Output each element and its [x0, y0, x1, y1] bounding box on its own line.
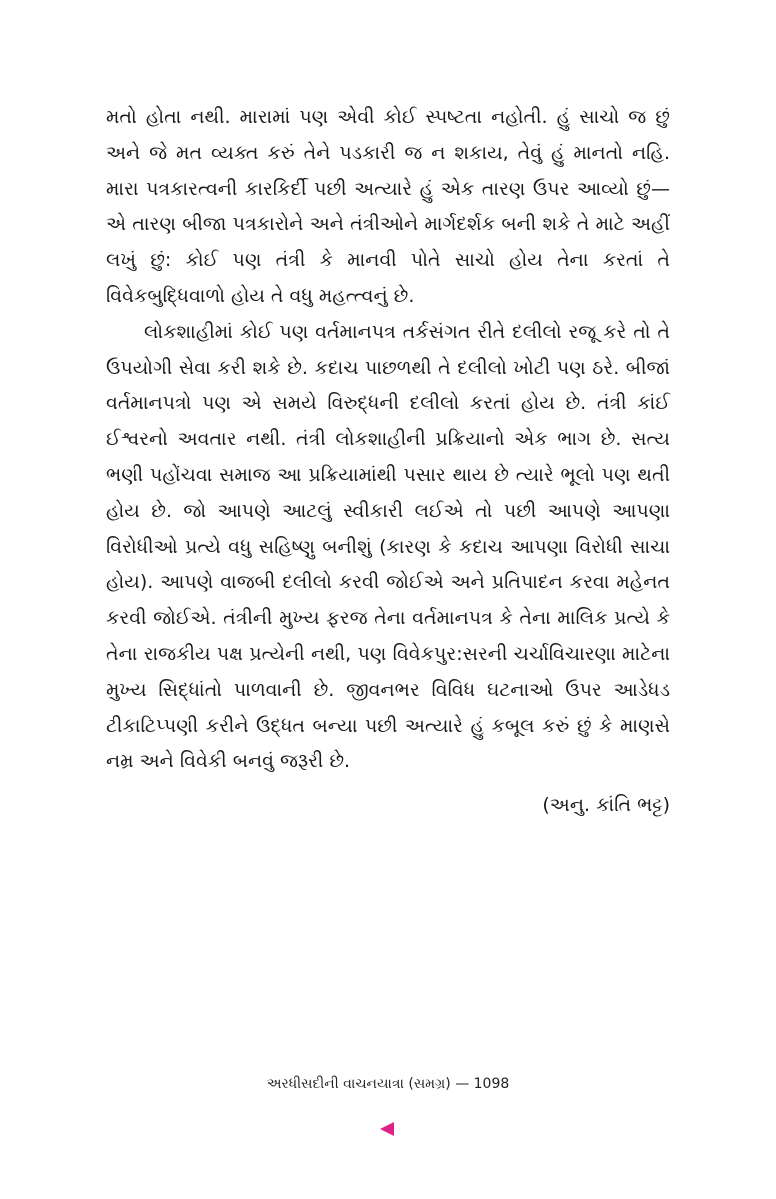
- page-footer: [0, 1076, 776, 1092]
- translator-credit: (અનુ. કાંતિ ભટ્ટ): [542, 794, 670, 817]
- footer-separator: —: [455, 1076, 470, 1092]
- body-text: [106, 100, 670, 824]
- paragraph-1: મતો હોતા નથી. મારામાં પણ એવી કોઈ સ્પષ્ટતા નહોતી. હું સાચો જ છું અને જે મત વ્યક્ત કરું તેને પડકારી જ ન શકાય, તેવું હું માનતો નહિ. મારા પત્રકારત્વની કારકિર્દી પછી અત્યારે હું એક તારણ ઉપર આવ્યો છું—એ તારણ બીજા પત્રકારોને અને તંત્રીઓને માર્ગદર્શક બની શકે તે માટે અહીં લખું છું: કોઈ પણ તંત્રી કે માનવી પોતે સાચો હોય તેના કરતાં તે વિવેકબુદ્ધિવાળો હોય તે વધુ મહત્ત્વનું છે.: [106, 106, 670, 307]
- previous-page-icon[interactable]: [380, 1122, 394, 1136]
- paragraph-2: લોકશાહીમાં કોઈ પણ વર્તમાનપત્ર તર્કસંગત રીતે દલીલો રજૂ કરે તો તે ઉપયોગી સેવા કરી શકે છે. કદાચ પાછળથી તે દલીલો ખોટી પણ ઠરે. બીજાં વર્તમાનપત્રો પણ એ સમયે વિરુદ્ધની દલીલો કરતાં હોય છે. તંત્રી કાંઈ ઈશ્વરનો અવતાર નથી. તંત્રી લોકશાહીની પ્રક્રિયાનો એક ભાગ છે. સત્ય ભણી પહોંચવા સમાજ આ પ્રક્રિયામાંથી પસાર થાય છે ત્યારે ભૂલો પણ થતી હોય છે. જો આપણે આટલું સ્વીકારી લઈએ તો પછી આપણે આપણા વિરોધીઓ પ્રત્યે વધુ સહિષ્ણુ બનીશું (કારણ કે કદાચ આપણા વિરોધી સાચા હોય). આપણે વાજબી દલીલો કરવી જોઈએ અને પ્રતિપાદન કરવા મહેનત કરવી જોઈએ. તંત્રીની મુખ્ય ફરજ તેના વર્તમાનપત્ર કે તેના માલિક પ્રત્યે કે તેના રાજકીય પક્ષ પ્રત્યેની નથી, પણ વિવેકપુર:સરની ચર્ચાવિચારણા માટેના મુખ્ય સિદ્ધાંતો પાળવાની છે. જીવનભર વિવિધ ઘટનાઓ ઉપર આડેધડ ટીકાટિપ્પણી કરીને ઉદ્ધત બન્યા પછી અત્યારે હું કબૂલ કરું છું કે માણસે નમ્ર અને વિવેકી બનવું જરૂરી છે.: [106, 320, 670, 773]
- footer-book-title: અરધીસદીની વાચનયાત્રા (સમગ્ર): [266, 1076, 451, 1092]
- footer-page-number: 1098: [473, 1076, 510, 1092]
